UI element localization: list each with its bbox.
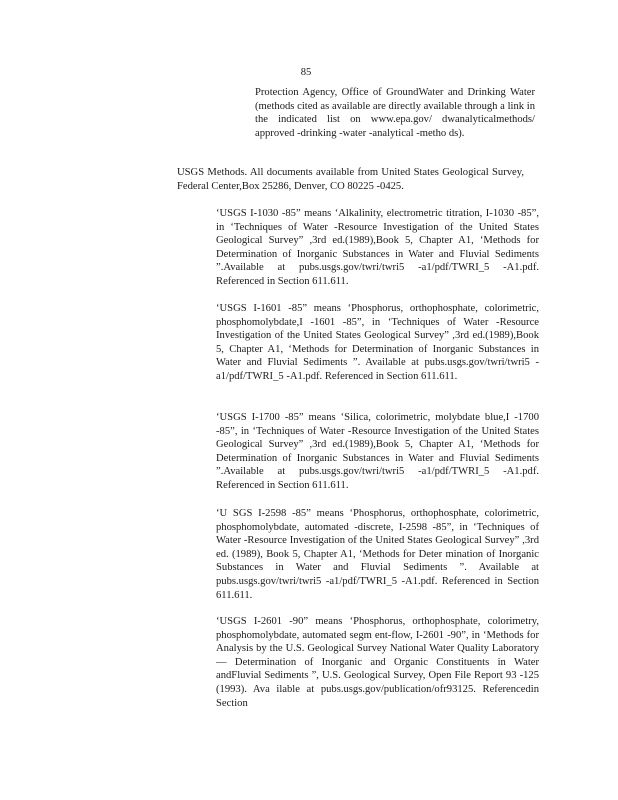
- definition-usgs-i-1601-85: ‘USGS I-1601 -85” means ‘Phosphorus, orthophosphate, colorimetric, phosphomolybdate,I -1601 -85”, in ‘Techniques of Water -Resource Investigation of the United States Geological Survey” ,3rd ed.(1989),Book 5, Chapter A1, ‘Methods for Determination of Inorganic Substances in Water and Fluvial Sediments ”. Available at pubs.usgs.gov/twri/twri5 -a1/pdf/TWRI_5 -A1.pdf. Referenced in Section 611.611.: [216, 303, 539, 382]
- usgs-methods-paragraph: USGS Methods. All documents available from United States Geological Survey, Federal Center,Box 25286, Denver, CO 80225 -0425.: [177, 167, 524, 192]
- definition-usgs-i-1030-85: ‘USGS I-1030 -85” means ‘Alkalinity, electrometric titration, I-1030 -85”, in ‘Techniques of Water -Resource Investigation of the United States Geological Survey” ,3rd ed.(1989),Book 5, Chapter A1, ‘Methods for Determination of Inorganic Substances in Water and Fluvial Sediments ”.Available at pubs.usgs.gov/twri/twri5 -a1/pdf/TWRI_5 -A1.pdf. Referenced in Section 611.611.: [216, 208, 539, 287]
- definition-usgs-i-1700-85: ‘USGS I-1700 -85” means ‘Silica, colorimetric, molybdate blue,I -1700 -85”, in ‘Techniques of Water -Resource Investigation of the United States Geological Survey” ,3rd ed.(1989),Book 5, Chapter A1, ‘Methods for Determination of Inorganic Substances in Water and Fluvial Sediments ”.Available at pubs.usgs.gov/twri/twri5 -a1/pdf/TWRI_5 -A1.pdf. Referenced in Section 611.611.: [216, 412, 539, 491]
- definition-usgs-i-2601-90: ‘USGS I-2601 -90” means ‘Phosphorus, orthophosphate, colorimetry, phosphomolybdate, automated segm ent-flow, I-2601 -90”, in ‘Methods for Analysis by the U.S. Geological Survey National Water Quality Laboratory — Determination of Inorganic and Organic Constituents in Water andFluvial Sediments ”, U.S. Geological Survey, Open File Report 93 -125 (1993). Ava ilable at pubs.usgs.gov/publication/ofr93125. Referencedin Section: [216, 616, 539, 709]
- page-number: 85: [300, 67, 312, 78]
- continuation-paragraph: Protection Agency, Office of GroundWater and Drinking Water (methods cited as available are directly available through a link in the indicated list on www.epa.gov/ dwanalyticalmethods/ approved -drinking -water -analytical -metho ds).: [255, 87, 535, 139]
- definition-usgs-i-2598-85: ‘U SGS I-2598 -85” means ‘Phosphorus, orthophosphate, colorimetric, phosphomolybdate, automated -discrete, I-2598 -85”, in ‘Techniques of Water -Resource Investigation of the United States Geological Survey” ,3rd ed. (1989), Book 5, Chapter A1, ‘Methods for Deter mination of Inorganic Substances in Water and Fluvial Sediments ”. Available at pubs.usgs.gov/twri/twri5 -a1/pdf/TWRI_5 -A1.pdf. Referenced in Section 611.611.: [216, 508, 539, 601]
